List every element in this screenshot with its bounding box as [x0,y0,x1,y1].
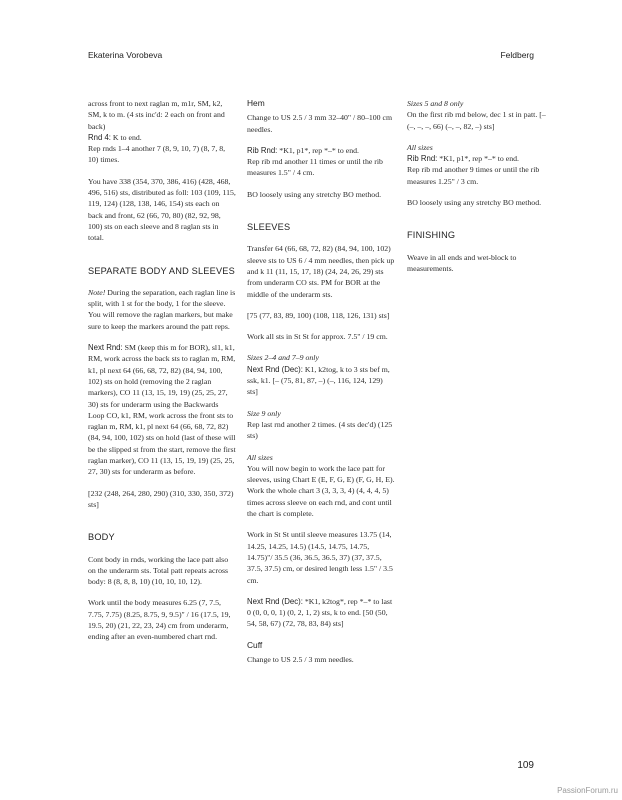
rnd-label: Rib Rnd: [247,145,278,155]
rnd-text: *K1, p1*, rep *–* to end. [277,145,359,155]
paragraph: Rep rib rnd another 11 times or until the rib measures 1.5" / 4 cm. [247,157,383,178]
next-rnd-instruction [88,342,236,478]
size-note: All sizes [407,142,433,152]
paragraph: Work in St St until sleeve measures 13.75 (14, 14.25, 14.25, 14.5) (14.5, 14.75, 14.75, 14.75)"/ 35.5 (36, 36.5, 36.5, 37) (37, 37.5, 37.5, 37.5) cm, or desired length less 1.5" / 3.5 cm. [247,530,393,585]
paragraph: You will now begin to work the lace patt for sleeves, using Chart E (E, F, G, E) (F, G, H, E). Work the whole chart 3 (3, 3, 3, 4) (4, 4, 4, 5) times across sleeve on each rnd, and cont until the chart is complete. [247,463,395,519]
paragraph: Rep rnds 1–4 another 7 (8, 9, 10, 7) (8, 7, 8, 10) times. [88,144,226,165]
page-number: 109 [517,760,534,771]
subheading-hem: Hem [247,98,265,108]
rnd-label: Next Rnd (Dec): [247,596,303,606]
size-note: Sizes 2–4 and 7–9 only [247,353,319,363]
rnd-label: Next Rnd: [88,343,123,353]
column-1 [88,98,236,653]
rnd-text: SM (keep this m for BOR), sl1, k1, RM, work across the back sts to raglan m, RM, k1, pl next 64 (66, 68, 72, 82) (84, 94, 100, 102) sts on hold (removing the 2 raglan markers), CO 11 (13, 15, 19, 19) (25, 25, 27, 30) sts for underarm using the Backwards Loop CO, k1, RM, work across the front sts to raglan m, RM, k1, pl next 64 (66, 68, 72, 82) (84, 94, 100, 102) sts on hold (last of these will be the slipped st from the start, remove the first raglan marker), CO 11 (13, 15, 19, 19) (25, 25, 27, 30) sts for underarm as before. [88,343,236,477]
section-heading-sleeves: SLEEVES [247,222,291,233]
note-paragraph [88,287,236,332]
paragraph: Cont body in rnds, working the lace patt also on the underarm sts. Total patt repeats across body: 8 (8, 8, 8, 10) (10, 10, 10, 12). [88,554,229,587]
section-heading-separate: SEPARATE BODY AND SLEEVES [88,265,235,276]
paragraph: On the first rib rnd below, dec 1 st in patt. [– (–, –, –, 66) (–, –, 82, –) sts] [407,110,546,131]
section-heading-body: BODY [88,532,115,543]
rnd-text: *K1, p1*, rep *–* to end. [437,154,519,164]
paragraph: across front to next raglan m, m1r, SM, k2, SM, k to m. (4 sts inc'd: 2 each on front and back) [88,99,225,131]
note-text: During the separation, each raglan line is split, with 1 st for the body, 1 for the sleeve. You will remove the raglan markers, but make sure to keep the markers around the patt reps. [88,287,236,331]
rnd-text: *K1, k2tog*, rep *–* to last 0 (0, 0, 0, 1) (0, 2, 1, 2) sts, k to end. [50 (50, 54, 58, 67) (72, 78, 83, 84) sts] [247,596,393,629]
rnd-label: Rib Rnd: [407,154,438,164]
running-header [88,50,534,60]
rib-rnd-instruction [247,145,395,156]
size-note: All sizes [247,452,273,462]
stitch-count: [75 (77, 83, 89, 100) (108, 118, 126, 131) sts] [247,310,390,320]
rnd-text: K to end. [110,132,142,142]
paragraph: Weave in all ends and wet-block to measurements. [407,252,517,273]
rib-rnd-instruction [407,153,555,164]
stitch-count: [232 (248, 264, 280, 290) (310, 330, 350, 372) sts] [88,488,234,509]
paragraph: Change to US 2.5 / 3 mm 32–40" / 80–100 cm needles. [247,113,393,134]
author-name: Ekaterina Vorobeva [88,50,163,60]
pattern-title: Feldberg [500,50,534,60]
paragraph: BO loosely using any stretchy BO method. [407,198,542,208]
paragraph: Work until the body measures 6.25 (7, 7.5, 7.75, 7.75) (8.25, 8.75, 9, 9.5)" / 16 (17.5, 19, 19.5, 20) (21, 22, 23, 24) cm from underarm, ending after an even-numbered chart rnd. [88,598,231,642]
column-2 [247,98,395,675]
dec-rnd-instruction [247,364,395,398]
rnd-text: K1, k2tog, k to 3 sts bef m, ssk, k1. [– (75, 81, 87, –) (–, 116, 124, 129) sts] [247,364,390,397]
column-3 [407,98,555,284]
rnd-4-instruction [88,132,236,143]
paragraph: Rep last rnd another 2 times. (4 sts dec'd) (125 sts) [247,419,393,441]
rnd-label: Next Rnd (Dec): [247,364,303,374]
section-heading-finishing: FINISHING [407,230,456,241]
size-note: Size 9 only [247,408,281,418]
size-note: Sizes 5 and 8 only [407,99,464,108]
paragraph: Work all sts in St St for approx. 7.5" / 19 cm. [247,332,388,342]
paragraph: Rep rib rnd another 9 times or until the rib measures 1.25" / 3 cm. [407,165,540,186]
note-label: Note! [88,287,106,297]
dec-rnd-instruction [247,596,395,630]
rnd-label: Rnd 4: [88,132,111,142]
paragraph: Change to US 2.5 / 3 mm needles. [247,654,354,664]
watermark: PassionForum.ru [557,786,618,795]
paragraph: Transfer 64 (66, 68, 72, 82) (84, 94, 100, 102) sleeve sts to US 6 / 4 mm needles, then pick up and k 11 (11, 15, 17, 18) (24, 24, 26, 29) sts from underarm CO sts. PM for BOR at the middle of the underarm sts. [247,244,395,299]
paragraph: You have 338 (354, 370, 386, 416) (428, 468, 496, 516) sts, distributed as foll: 103 (109, 115, 119, 124) (128, 138, 146, 154) sts each on back and front, 62 (66, 70, 80) (82, 92, 98, 100) sts on each sleeve and 8 raglan sts in total. [88,176,236,243]
subheading-cuff: Cuff [247,639,263,650]
paragraph: BO loosely using any stretchy BO method. [247,189,382,199]
